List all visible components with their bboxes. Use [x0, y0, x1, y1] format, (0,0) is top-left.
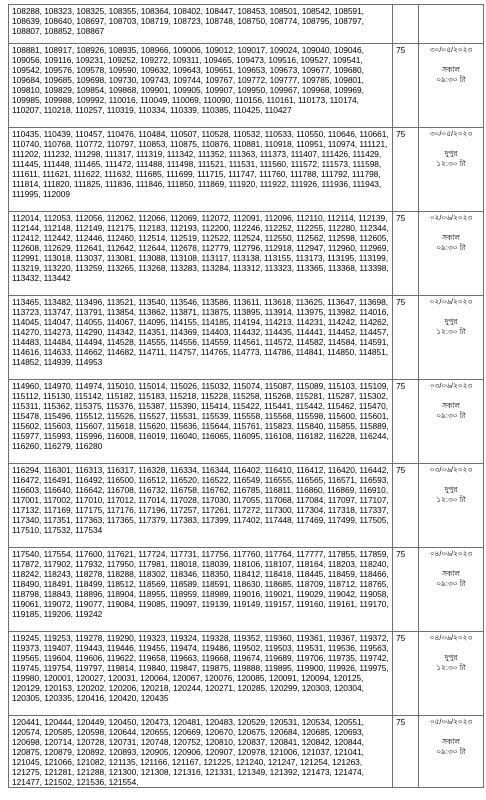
schedule-cell — [419, 128, 484, 212]
roll-numbers-cell — [9, 632, 393, 716]
roll-numbers-cell — [9, 716, 393, 788]
roll-numbers: 108288, 108323, 108325, 108355, 108364, 108402, 108447, 108453, 108501, 108542, 108591, 108639, 108640, 108697, 108703, 108719, 108723, 108748, 108750, 108774, 108795, 108797, 108807, 108852, 108867 — [12, 6, 364, 36]
roll-number-table — [8, 4, 484, 788]
schedule — [419, 296, 483, 337]
table-row — [9, 296, 484, 380]
schedule-cell — [419, 464, 484, 548]
schedule — [419, 44, 483, 85]
schedule-cell — [419, 5, 484, 44]
schedule-cell — [419, 548, 484, 632]
exam-date: ০৩/০৬/২০২৩ — [429, 465, 473, 474]
exam-time: ০৯:৩০ টা — [436, 243, 466, 252]
exam-session: দুপুর — [444, 317, 458, 326]
candidate-count: 75 — [396, 213, 406, 223]
roll-numbers-cell — [9, 212, 393, 296]
candidate-count: 75 — [396, 633, 406, 643]
schedule — [419, 380, 483, 421]
table-row — [9, 44, 484, 128]
roll-numbers-cell — [9, 128, 393, 212]
exam-date: ০২/০৬/২০২৩ — [429, 297, 473, 306]
count-cell — [393, 5, 419, 44]
count-cell — [393, 128, 419, 212]
exam-date: ০২/০৬/২০২৩ — [429, 213, 473, 222]
table-row — [9, 212, 484, 296]
table-row — [9, 5, 484, 44]
candidate-count — [393, 5, 418, 6]
roll-numbers-cell — [9, 44, 393, 128]
candidate-count: 75 — [396, 45, 406, 55]
exam-session: সকাল — [442, 569, 460, 578]
exam-session: সকাল — [442, 401, 460, 410]
schedule-cell — [419, 716, 484, 788]
count-cell — [393, 464, 419, 548]
exam-session: দুপুর — [444, 485, 458, 494]
table-row — [9, 128, 484, 212]
roll-numbers: 108881, 108917, 108926, 108935, 108966, 109006, 109012, 109017, 109024, 109040, 109046, 109056, 109116, 109231, 109252, 109272, 109311, 109465, 109473, 109516, 109527, 109541, 109542, 109576, 109578, 109590, 109632, 109643, 109651, 109653, 109673, 109677, 109680, 109684, 109685, 109698, 109730, 109743, 109744, 109767, 109772, 109777, 109785, 109801, 109810, 109829, 109854, 109868, 109901, 109905, 109907, 109950, 109967, 109968, 109969, 109985, 109988, 109992, 110016, 110049, 110069, 110090, 110156, 110161, 110173, 110174, 110207, 110218, 110257, 110319, 110334, 110339, 110385, 110425, 110427 — [12, 45, 364, 115]
candidate-count: 75 — [396, 549, 406, 559]
schedule — [419, 548, 483, 589]
candidate-count: 75 — [396, 381, 406, 391]
count-cell — [393, 632, 419, 716]
schedule-cell — [419, 44, 484, 128]
exam-session: সকাল — [442, 233, 460, 242]
roll-numbers-cell — [9, 296, 393, 380]
roll-numbers: 113465, 113482, 113496, 113521, 113540, 113546, 113586, 113611, 113618, 113625, 113647, 113698, 113723, 113747, 113791, 113854, 113862, 113871, 113875, 113895, 113914, 113975, 113982, 114016, 114045, 114047, 114055, 114067, 114095, 114155, 114185, 114194, 114213, 114231, 114242, 114262, 114270, 114273, 114290, 114342, 114351, 114369, 114403, 114432, 114435, 114441, 114452, 114457, 114483, 114484, 114494, 114528, 114555, 114556, 114559, 114561, 114572, 114582, 114584, 114591, 114616, 114633, 114662, 114682, 114711, 114757, 114765, 114773, 114786, 114841, 114850, 114851, 114852, 114939, 114953 — [12, 297, 389, 367]
schedule — [419, 5, 483, 6]
roll-numbers: 116294, 116301, 116313, 116317, 116328, 116334, 116344, 116402, 116410, 116412, 116420, 116442, 116472, 116491, 116492, 116500, 116512, 116520, 116522, 116549, 116555, 116565, 116571, 116593, 116603, 116640, 116642, 116708, 116732, 116758, 116762, 116785, 116811, 116860, 116869, 116910, 117001, 117002, 117010, 117012, 117014, 117028, 117030, 117055, 117068, 117084, 117097, 117107, 117132, 117169, 117175, 117176, 117196, 117257, 117261, 117272, 117300, 117304, 117318, 117337, 117340, 117351, 117363, 117365, 117379, 117383, 117399, 117402, 117448, 117469, 117499, 117505, 117510, 117532, 117534 — [12, 465, 389, 535]
table-row — [9, 632, 484, 716]
table-row — [9, 464, 484, 548]
count-cell — [393, 44, 419, 128]
roll-table-body — [9, 5, 484, 788]
candidate-count: 75 — [396, 465, 406, 475]
roll-numbers-cell — [9, 5, 393, 44]
schedule — [419, 632, 483, 673]
count-cell — [393, 296, 419, 380]
exam-date: ৩০/০৫/২০২৩ — [429, 45, 473, 54]
roll-numbers-cell — [9, 548, 393, 632]
roll-numbers: 119245, 119253, 119278, 119290, 119323, 119324, 119328, 119352, 119360, 119361, 119367, 119372, 119373, 119407, 119443, 119446, 119455, 119474, 119486, 119502, 119503, 119531, 119536, 119563, 119565, 119604, 119606, 119622, 119658, 119663, 119668, 119674, 119689, 119706, 119735, 119742, 119745, 119754, 119797, 119814, 119840, 119847, 119875, 119888, 119895, 119900, 119926, 119975, 119980, 120001, 120027, 120031, 120064, 120067, 120076, 120085, 120091, 120094, 120125, 120129, 120153, 120202, 120206, 120218, 120244, 120271, 120285, 120299, 120303, 120304, 120305, 120335, 120416, 120420, 120435 — [12, 633, 389, 703]
roll-numbers: 110435, 110439, 110457, 110476, 110484, 110507, 110528, 110532, 110533, 110550, 110646, 110661, 110740, 110768, 110772, 110797, 110853, 110875, 110876, 110881, 110918, 110951, 110974, 111121, 111202, 111232, 111298, 111317, 111319, 111342, 111352, 111363, 111373, 111407, 111426, 111429, 111445, 111448, 111465, 111472, 111488, 111498, 111521, 111531, 111560, 111572, 111573, 111598, 111611, 111621, 111622, 111632, 111685, 111699, 111715, 111747, 111760, 111788, 111792, 111798, 111814, 111820, 111825, 111836, 111846, 111850, 111869, 111920, 111922, 111926, 111936, 111943, 111995, 112009 — [12, 129, 389, 199]
exam-session: দুপুর — [444, 653, 458, 662]
roll-numbers: 120441, 120444, 120449, 120450, 120473, 120481, 120483, 120529, 120531, 120534, 120551, 120574, 120585, 120598, 120644, 120655, 120669, 120670, 120675, 120684, 120685, 120693, 120698, 120714, 120728, 120731, 120748, 120752, 120810, 120837, 120841, 120842, 120844, 120875, 120879, 120892, 120893, 120905, 120906, 120907, 120978, 121006, 121037, 121041, 121045, 121066, 121082, 121135, 121166, 121167, 121225, 121240, 121247, 121254, 121263, 121275, 121281, 121288, 121300, 121308, 121316, 121331, 121349, 121392, 121473, 121474, 121477, 121502, 121536, 121554, — [12, 717, 364, 787]
table-row — [9, 548, 484, 632]
exam-time: ১২:৩০ টা — [436, 159, 466, 168]
exam-time: ০৯:৩০ টা — [436, 75, 466, 84]
roll-numbers-cell — [9, 464, 393, 548]
exam-time: ০৯:৩০ টা — [436, 747, 466, 756]
schedule — [419, 464, 483, 505]
schedule-cell — [419, 380, 484, 464]
exam-time: ০৯:৩০ টা — [436, 579, 466, 588]
schedule-cell — [419, 632, 484, 716]
count-cell — [393, 716, 419, 788]
exam-date: ৩০/০৫/২০২৩ — [429, 129, 473, 138]
count-cell — [393, 212, 419, 296]
table-row — [9, 716, 484, 788]
roll-numbers: 114960, 114970, 114974, 115010, 115014, 115026, 115032, 115074, 115087, 115089, 115103, 115109, 115112, 115130, 115142, 115182, 115183, 115218, 115228, 115258, 115268, 115281, 115287, 115302, 115311, 115362, 115375, 115376, 115387, 115390, 115414, 115422, 115441, 115442, 115462, 115470, 115478, 115496, 115512, 115526, 115527, 115531, 115539, 115558, 115568, 115598, 115600, 115601, 115602, 115603, 115607, 115618, 115620, 115636, 115644, 115761, 115823, 115840, 115855, 115889, 115977, 115993, 115996, 116008, 116019, 116040, 116065, 116095, 116108, 116182, 116228, 116244, 116260, 116279, 116280 — [12, 381, 389, 451]
exam-session: দুপুর — [444, 149, 458, 158]
exam-date: ০৩/০৬/২০২৩ — [429, 381, 473, 390]
schedule-cell — [419, 212, 484, 296]
count-cell — [393, 380, 419, 464]
schedule-cell — [419, 296, 484, 380]
table-row — [9, 380, 484, 464]
exam-session: সকাল — [442, 737, 460, 746]
roll-numbers: 117540, 117554, 117600, 117621, 117724, 117731, 117756, 117760, 117764, 117777, 117855, 117859, 117872, 117902, 117932, 117950, 117981, 118018, 118039, 118106, 118107, 118164, 118203, 118240, 118242, 118243, 118278, 118288, 118302, 118346, 118350, 118412, 118418, 118445, 118459, 118466, 118490, 118491, 118499, 118512, 118569, 118589, 118591, 118630, 118685, 118709, 118712, 118765, 118798, 118843, 118896, 118904, 118955, 118959, 118989, 119016, 119021, 119029, 119042, 119058, 119061, 119072, 119077, 119084, 119085, 119097, 119139, 119149, 119157, 119160, 119161, 119170, 119185, 119206, 119242 — [12, 549, 389, 619]
roll-numbers: 112014, 112053, 112056, 112062, 112066, 112069, 112072, 112091, 112096, 112110, 112114, 112139, 112144, 112148, 112149, 112175, 112183, 112193, 112200, 112246, 112252, 112255, 112280, 112344, 112412, 112442, 112446, 112460, 112514, 112519, 112522, 112524, 112550, 112562, 112598, 112605, 112608, 112629, 112641, 112642, 112644, 112678, 112779, 112796, 112918, 112947, 112960, 112969, 112991, 113018, 113037, 113081, 113088, 113108, 113117, 113138, 113155, 113173, 113195, 113199, 113219, 113220, 113259, 113265, 113268, 113283, 113284, 113312, 113323, 113365, 113368, 113398, 113432, 113442 — [12, 213, 389, 283]
exam-session: সকাল — [442, 65, 460, 74]
count-cell — [393, 548, 419, 632]
exam-date: ০৫/০৬/২০২৩ — [429, 717, 473, 726]
schedule — [419, 716, 483, 757]
candidate-count: 75 — [396, 297, 406, 307]
schedule — [419, 212, 483, 253]
candidate-count: 75 — [396, 717, 406, 727]
exam-time: ০৯:৩০ টা — [436, 411, 466, 420]
exam-time: ১২:৩০ টা — [436, 495, 466, 504]
candidate-count: 75 — [396, 129, 406, 139]
exam-time: ১২:৩০ টা — [436, 327, 466, 336]
exam-date: ০৪/০৬/২০২৩ — [429, 549, 473, 558]
exam-date: ০৪/০৬/২০২৩ — [429, 633, 473, 642]
schedule — [419, 128, 483, 169]
roll-numbers-cell — [9, 380, 393, 464]
exam-time: ১২:৩০ টা — [436, 663, 466, 672]
